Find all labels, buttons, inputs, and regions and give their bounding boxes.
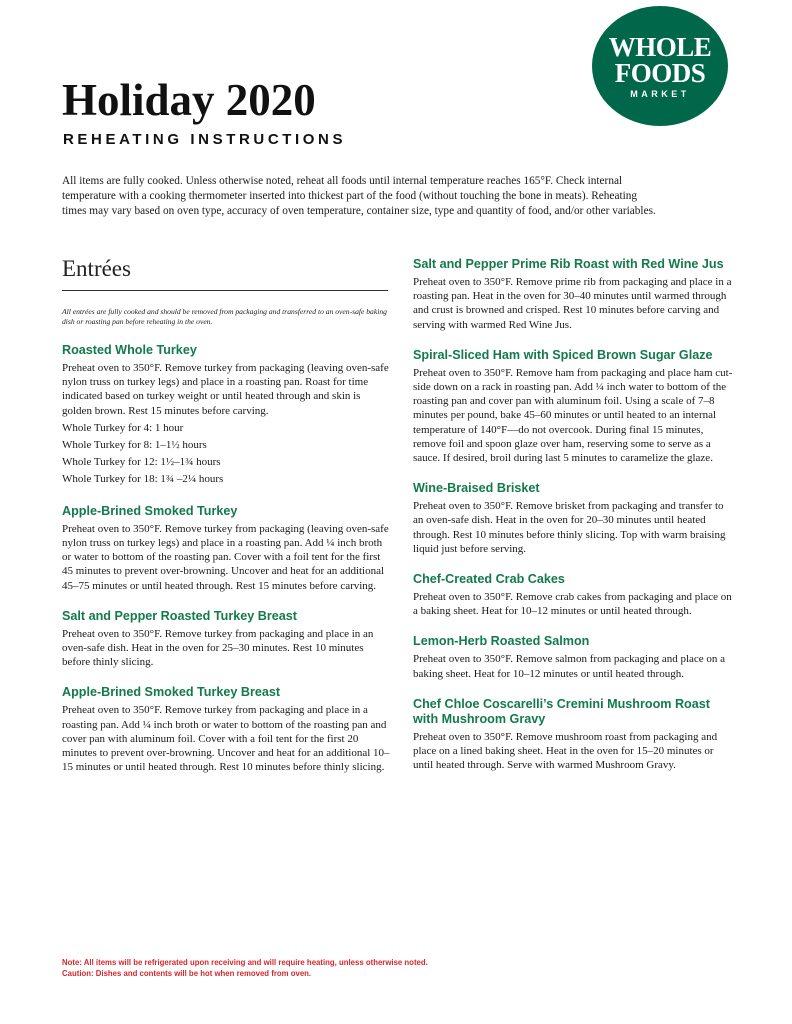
item-salt-pepper-turkey-breast bbox=[62, 609, 392, 670]
item-wine-braised-brisket bbox=[413, 481, 733, 556]
item-instructions: Preheat oven to 350°F. Remove mushroom roast from packaging and place on a lined baking sheet. Heat in the oven for 15–20 minutes or until heated through. Serve with warmed Mushroom Gravy. bbox=[413, 730, 718, 772]
item-apple-brined-smoked-turkey bbox=[62, 504, 392, 593]
item-instructions: Preheat oven to 350°F. Remove brisket from packaging and transfer to an oven-safe dish. Heat in the oven for 20–30 minutes until heated through. Rest 10 minutes before thinly slicing. Top with warm braising liquid just before serving. bbox=[413, 500, 726, 555]
footer-note: Note: All items will be refrigerated upon receiving and will require heating, unless otherwise noted. bbox=[62, 958, 428, 967]
item-title: Wine-Braised Brisket bbox=[413, 481, 540, 496]
section-note: All entrées are fully cooked and should be removed from packaging and transferred to an oven-safe baking dish or roasting pan before reheating in the oven. bbox=[62, 307, 387, 326]
section-divider bbox=[62, 290, 388, 291]
item-title: Salt and Pepper Roasted Turkey Breast bbox=[62, 608, 297, 623]
item-mushroom-roast bbox=[413, 697, 733, 773]
size-line: Whole Turkey for 4: 1 hour bbox=[62, 421, 184, 434]
size-line: Whole Turkey for 8: 1–1½ hours bbox=[62, 438, 207, 451]
logo-line-1: WHOLE bbox=[608, 31, 712, 62]
section-title-entrees: Entrées bbox=[62, 256, 131, 281]
item-instructions: Preheat oven to 350°F. Remove prime rib from packaging and place in a roasting pan. Heat in the oven for 30–40 minutes until warmed through and crust is browned and crisped. Rest 10 minutes before carving and serving with warmed Red Wine Jus. bbox=[413, 276, 732, 331]
item-instructions: Preheat oven to 350°F. Remove turkey from packaging (leaving oven-safe nylon truss on turkey legs) and place in a roasting pan. Roast for time indicated based on turkey weight or until heated through and skin is golden brown. Rest 15 minutes before carving. bbox=[62, 362, 389, 417]
footer-caution: Caution: Dishes and contents will be hot when removed from oven. bbox=[62, 968, 312, 978]
item-roasted-whole-turkey bbox=[62, 343, 392, 488]
item-prime-rib-roast bbox=[413, 257, 733, 332]
left-column bbox=[62, 254, 392, 774]
logo-line-3: MARKET bbox=[630, 88, 690, 99]
whole-foods-logo bbox=[592, 6, 728, 126]
intro-paragraph: All items are fully cooked. Unless otherwise noted, reheat all foods until internal temperature reaches 165°F. Check internal temperature with a cooking thermometer inserted into thickest part of the food (without touching the bone in meats). Reheating times may vary based on oven type, accuracy of oven temperature, container size, type and quantity of food, and/or other variables. bbox=[62, 175, 656, 218]
item-title: Chef-Created Crab Cakes bbox=[413, 572, 565, 587]
item-title: Lemon-Herb Roasted Salmon bbox=[413, 634, 590, 649]
item-title: Apple-Brined Smoked Turkey Breast bbox=[62, 685, 281, 700]
item-instructions: Preheat oven to 350°F. Remove turkey from packaging and place in an oven-safe dish. Heat in the oven for 25–30 minutes. Rest 10 minutes before thinly slicing. bbox=[62, 627, 374, 669]
item-title: Chef Chloe Coscarelli’s Cremini Mushroom Roast with Mushroom Gravy bbox=[413, 696, 710, 726]
item-spiral-sliced-ham bbox=[413, 348, 733, 465]
item-title: Roasted Whole Turkey bbox=[62, 343, 197, 357]
right-column bbox=[413, 257, 733, 772]
footer-notes bbox=[62, 958, 562, 979]
page-subtitle: REHEATING INSTRUCTIONS bbox=[63, 131, 347, 148]
size-line: Whole Turkey for 12: 1½–1¾ hours bbox=[62, 455, 221, 468]
size-line: Whole Turkey for 18: 1¾ –2¼ hours bbox=[62, 472, 224, 485]
item-roasted-salmon bbox=[413, 634, 733, 680]
item-instructions: Preheat oven to 350°F. Remove ham from packaging and place ham cut-side down on a rack in roasting pan. Add ¼ inch water to bottom of the roasting pan and cover pan with aluminum foil. Using a scale of 7–8 minutes per pound, bake 45–60 minutes or until heated to an internal temperature of 140°F—do not overcook. During final 15 minutes, remove foil and spoon glaze over ham, reserving some to serve as a sauce. If desired, broil during last 5 minutes to caramelize the glaze. bbox=[413, 366, 733, 465]
turkey-size-list bbox=[62, 420, 392, 488]
logo-line-2: FOODS bbox=[614, 57, 706, 88]
item-title: Apple-Brined Smoked Turkey bbox=[62, 503, 238, 518]
item-instructions: Preheat oven to 350°F. Remove salmon from packaging and place on a baking sheet. Heat for 10–12 minutes or until heated through. bbox=[413, 653, 726, 680]
item-title: Spiral-Sliced Ham with Spiced Brown Sugar Glaze bbox=[413, 347, 713, 362]
item-apple-brined-turkey-breast bbox=[62, 685, 392, 774]
page-title: Holiday 2020 bbox=[62, 75, 316, 125]
item-instructions: Preheat oven to 350°F. Remove crab cakes from packaging and place on a baking sheet. Heat for 10–12 minutes or until heated through. bbox=[413, 591, 732, 618]
item-instructions: Preheat oven to 350°F. Remove turkey from packaging and place in a roasting pan. Add ¼ inch broth or water to bottom of the roasting pan and cover pan with aluminum foil. Cover with a foil tent for the first 20 minutes to prevent over-browning. Uncover and heat for an additional 10–15 minutes or until heated through. Rest 10 minutes before thinly slicing. bbox=[62, 704, 390, 774]
item-crab-cakes bbox=[413, 572, 733, 618]
item-title: Salt and Pepper Prime Rib Roast with Red Wine Jus bbox=[413, 257, 724, 271]
item-instructions: Preheat oven to 350°F. Remove turkey from packaging (leaving oven-safe nylon truss on turkey legs) and place in a roasting pan. Add ¼ inch broth or water to bottom of the roasting pan. Cover with a foil tent for the first 45 minutes to prevent over-browning. Uncover and heat for an additional 45–75 minutes or until heated through. Rest 15 minutes before carving. bbox=[62, 522, 389, 592]
